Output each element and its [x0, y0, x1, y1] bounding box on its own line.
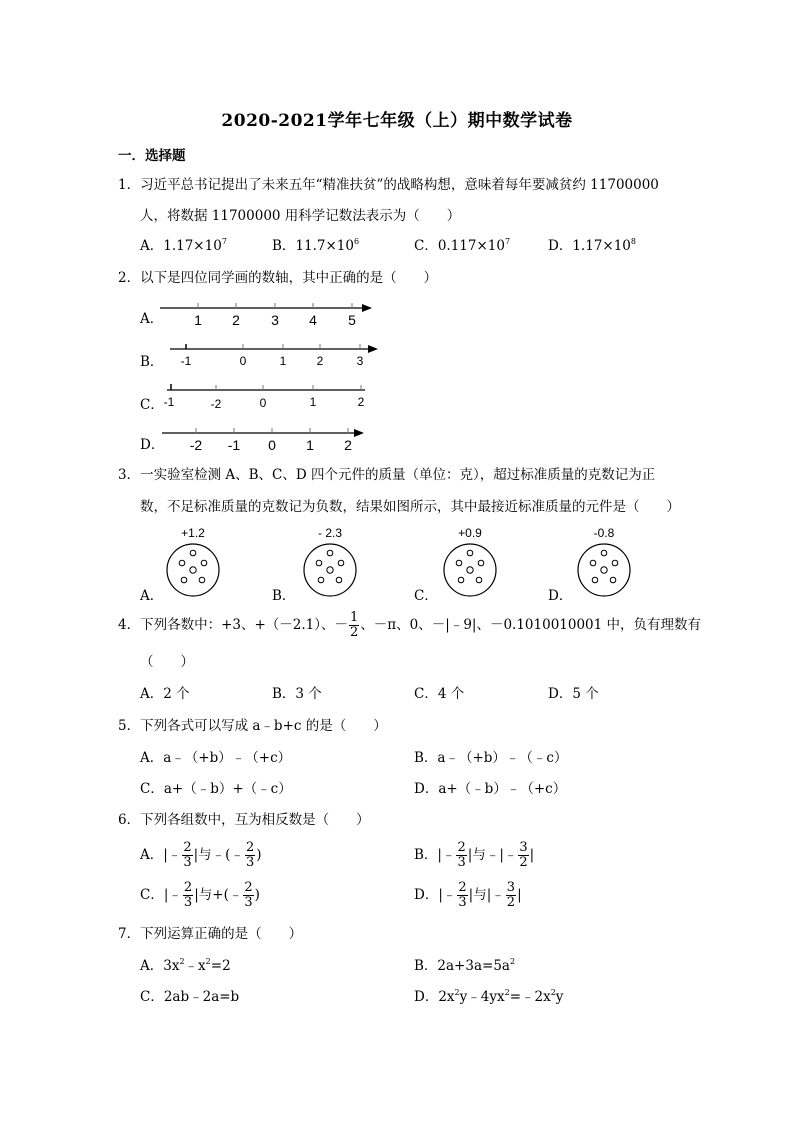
tick-label: -1: [227, 437, 241, 453]
tick-label: 3: [271, 312, 279, 328]
q1-option-b: B．$11.7\times 10^6$: [272, 237, 360, 254]
number-line-d: [158, 424, 378, 454]
q2-option-a-label: A．: [140, 311, 164, 327]
q2-stem: 2．以下是四位同学画的数轴，其中正确的是（ ）: [118, 270, 438, 286]
q4-option-b: B．3 个: [272, 686, 322, 702]
q2-option-c-label: C．: [140, 397, 164, 413]
tick-label: 1: [279, 354, 287, 368]
q1-stem-line2: 人，将数据 11700000 用科学记数法表示为（ ）: [140, 208, 461, 224]
q1-option-d: D．$1.17\times 10^8$: [548, 237, 636, 254]
tick-label: -2: [189, 437, 203, 453]
q3-option-b-label: B．: [272, 588, 296, 604]
tick-label: -1: [180, 354, 192, 368]
q3-stem-line2: 数，不足标准质量的克数记为负数，结果如图所示，其中最接近标准质量的元件是（ ）: [140, 499, 680, 515]
q3-option-a-label: A．: [140, 588, 164, 604]
q6-option-c: C．|﹣ $\frac{2}{3}$ |与+(﹣ $\frac{2}{3}$ ): [140, 880, 260, 910]
component-value: - 2.3: [317, 526, 343, 540]
page-title: 2020-2021学年七年级（上）期中数学试卷: [221, 111, 573, 131]
section-heading: 一．选择题: [118, 148, 186, 164]
tick-label: -2: [210, 397, 222, 411]
tick-label: 2: [232, 312, 240, 328]
q3-stem-line1: 3．一实验室检测 A、B、C、D 四个元件的质量（单位：克），超过标准质量的克数记为正: [118, 467, 656, 483]
tick-label: 0: [268, 437, 276, 453]
tick-label: 3: [356, 354, 364, 368]
q4-option-d: D．5 个: [548, 686, 599, 702]
q4-option-c: C．4 个: [414, 686, 465, 702]
q4-option-a: A．2 个: [140, 686, 190, 702]
q1-option-c: C．$0.117\times 10^7$: [414, 237, 511, 254]
q4-answer-paren: （ ）: [140, 654, 194, 670]
number-line-b: [168, 340, 388, 370]
q5-option-b: B．a﹣（+b）﹣（﹣c）: [414, 750, 568, 766]
q7-option-a: A．$3x^2﹣x^2=2$: [140, 957, 231, 974]
q1-stem-line1: 1．习近平总书记提出了未来五年“精准扶贫”的战略构想，意味着每年要减贫约 11700000: [118, 177, 659, 193]
number-line-a: [158, 298, 378, 328]
q7-option-b: B．$2a+3a=5a^2$: [414, 957, 516, 974]
tick-label: 2: [357, 395, 365, 409]
q6-option-d: D．|﹣ $\frac{2}{3}$ |与|﹣ $\frac{3}{2}$ |: [414, 880, 522, 910]
q5-stem: 5．下列各式可以写成 a﹣b+c 的是（ ）: [118, 718, 387, 734]
component-b: [295, 525, 365, 605]
component-d: [569, 525, 639, 605]
q7-stem: 7．下列运算正确的是（ ）: [118, 926, 303, 942]
q5-option-d: D．a+（﹣b）﹣（+c）: [414, 781, 567, 797]
component-value: +1.2: [181, 526, 205, 540]
component-value: +0.9: [458, 526, 482, 540]
q4-stem: 4．下列各数中：+3、+（－2.1）、－ $\frac{1}{2}$ 、－π、0、－|﹣9|、－0.1010010001 中，负有理数有: [118, 610, 702, 640]
tick-label: 0: [239, 354, 247, 368]
q5-option-a: A．a﹣（+b）﹣（+c）: [140, 750, 292, 766]
tick-label: 4: [309, 312, 317, 328]
component-c: [435, 525, 505, 605]
tick-label: 1: [306, 437, 314, 453]
tick-label: 0: [259, 396, 267, 410]
q1-option-a: A．$1.17\times 10^7$: [140, 237, 227, 254]
q6-option-b: B．|﹣ $\frac{2}{3}$ |与﹣|﹣ $\frac{3}{2}$ |: [414, 840, 535, 870]
component-value: -0.8: [593, 526, 615, 540]
tick-label: 2: [316, 354, 324, 368]
component-a: [158, 525, 228, 605]
q7-option-d: D．$2x^2y﹣4yx^2=﹣2x^2y$: [414, 988, 564, 1005]
q2-option-b-label: B．: [140, 354, 164, 370]
q6-stem: 6．下列各组数中，互为相反数是（ ）: [118, 812, 370, 828]
tick-label: 1: [309, 395, 317, 409]
q3-option-d-label: D．: [548, 588, 573, 604]
number-line-c: [163, 381, 383, 411]
fraction-one-half: $\frac{1}{2}$: [350, 610, 359, 640]
tick-label: 1: [194, 312, 202, 328]
q5-option-c: C．a+（﹣b）+（﹣c）: [140, 781, 292, 797]
tick-label: 2: [344, 437, 352, 453]
q6-option-a: A．|﹣ $\frac{2}{3}$ |与﹣(﹣ $\frac{2}{3}$ ): [140, 840, 262, 870]
q3-option-c-label: C．: [414, 588, 438, 604]
q7-option-c: C．2ab﹣2a=b: [140, 989, 240, 1005]
tick-label: -1: [163, 395, 175, 409]
q2-option-d-label: D．: [140, 437, 165, 453]
tick-label: 5: [348, 312, 356, 328]
